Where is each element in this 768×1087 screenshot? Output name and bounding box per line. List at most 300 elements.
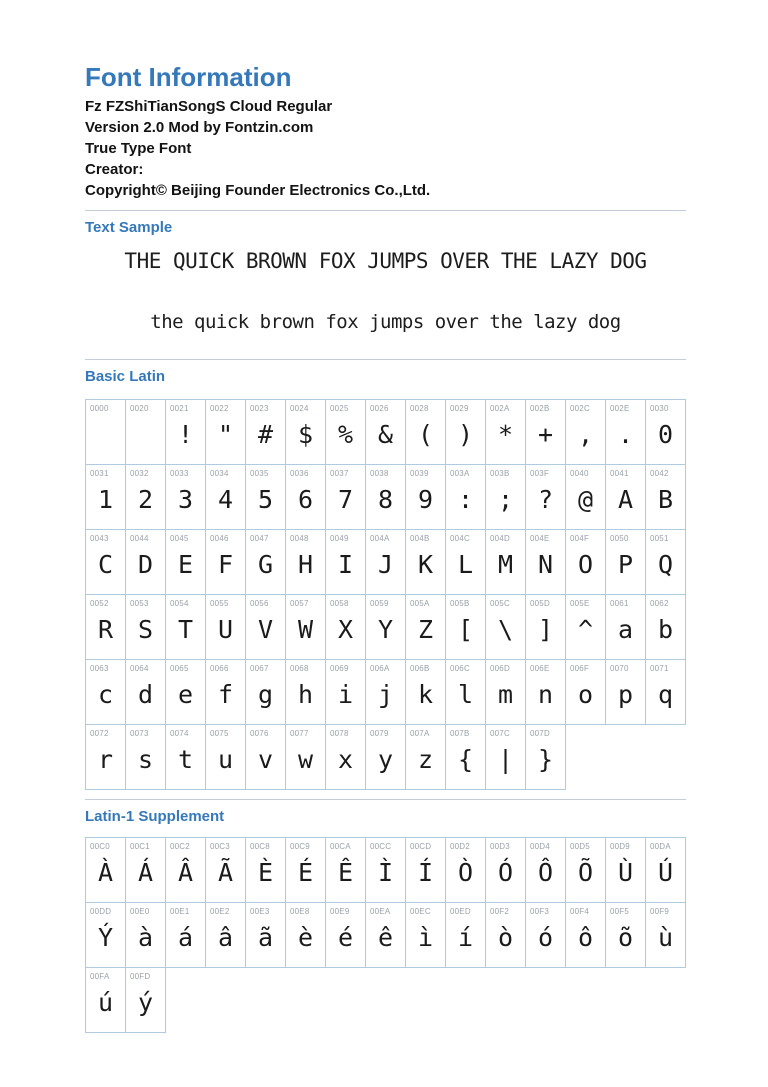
- glyph-cell: [285, 837, 326, 903]
- glyph: 3: [177, 485, 194, 514]
- glyph: Ý: [97, 923, 114, 952]
- codepoint-label: 00E8: [290, 907, 310, 916]
- codepoint-label: 00CA: [330, 842, 351, 851]
- codepoint-label: 0000: [90, 404, 109, 413]
- codepoint-label: 006F: [570, 664, 590, 673]
- glyph-cell: [205, 464, 246, 530]
- glyph: H: [297, 550, 314, 579]
- glyph: J: [377, 550, 394, 579]
- glyph: Z: [417, 615, 434, 644]
- codepoint-label: 0062: [650, 599, 669, 608]
- codepoint-label: 007B: [450, 729, 470, 738]
- codepoint-label: 002E: [610, 404, 630, 413]
- glyph-cell: [165, 724, 206, 790]
- codepoint-label: 003F: [530, 469, 550, 478]
- codepoint-label: 00E3: [250, 907, 270, 916]
- glyph-cell: [85, 837, 126, 903]
- codepoint-label: 00F5: [610, 907, 630, 916]
- glyph-cell: [125, 659, 166, 725]
- glyph: *: [497, 420, 514, 449]
- codepoint-label: 007A: [410, 729, 430, 738]
- codepoint-label: 00F9: [650, 907, 670, 916]
- glyph: A: [617, 485, 634, 514]
- codepoint-label: 003A: [450, 469, 470, 478]
- codepoint-label: 0077: [290, 729, 309, 738]
- codepoint-label: 0030: [650, 404, 669, 413]
- codepoint-label: 0045: [170, 534, 189, 543]
- sample-text-uppercase: THE QUICK BROWN FOX JUMPS OVER THE LAZY DOG: [124, 249, 647, 273]
- glyph-cell: [165, 464, 206, 530]
- codepoint-label: 00E2: [210, 907, 230, 916]
- codepoint-label: 00FD: [130, 972, 151, 981]
- glyph-cell: [405, 399, 446, 465]
- glyph-cell: [525, 399, 566, 465]
- glyph: %: [337, 420, 354, 449]
- glyph: @: [577, 485, 594, 514]
- glyph-cell: [605, 594, 646, 660]
- codepoint-label: 0051: [650, 534, 669, 543]
- glyph: P: [617, 550, 634, 579]
- glyph-cell: [645, 529, 686, 595]
- glyph-cell: [405, 902, 446, 968]
- text-sample-heading: Text Sample: [85, 219, 173, 236]
- glyph: Ò: [457, 858, 474, 887]
- glyph: È: [257, 858, 274, 887]
- glyph-cell: [605, 902, 646, 968]
- glyph: s: [137, 745, 154, 774]
- glyph-cell: [325, 399, 366, 465]
- codepoint-label: 007C: [490, 729, 510, 738]
- codepoint-label: 00C3: [210, 842, 230, 851]
- glyph-cell: [485, 464, 526, 530]
- glyph-cell: [245, 464, 286, 530]
- glyph-cell: [165, 529, 206, 595]
- glyph-cell: [445, 724, 486, 790]
- sample-text-lowercase: the quick brown fox jumps over the lazy dog: [150, 311, 621, 333]
- glyph-cell: [445, 902, 486, 968]
- codepoint-label: 004B: [410, 534, 430, 543]
- glyph: h: [297, 680, 314, 709]
- glyph-cell: [245, 724, 286, 790]
- glyph-cell: [405, 529, 446, 595]
- codepoint-label: 00DA: [650, 842, 671, 851]
- glyph: }: [537, 745, 554, 774]
- codepoint-label: 00C1: [130, 842, 150, 851]
- glyph-cell: [525, 902, 566, 968]
- glyph-cell: [205, 902, 246, 968]
- glyph: k: [417, 680, 434, 709]
- glyph: á: [177, 923, 194, 952]
- glyph-cell: [85, 967, 126, 1033]
- codepoint-label: 005B: [450, 599, 470, 608]
- codepoint-label: 00D5: [570, 842, 590, 851]
- glyph-cell: [645, 399, 686, 465]
- glyph-cell: [445, 659, 486, 725]
- codepoint-label: 0026: [370, 404, 389, 413]
- glyph-cell: [485, 724, 526, 790]
- codepoint-label: 00D4: [530, 842, 550, 851]
- glyph: w: [297, 745, 314, 774]
- glyph-cell: [85, 724, 126, 790]
- codepoint-label: 004E: [530, 534, 550, 543]
- glyph: é: [337, 923, 354, 952]
- glyph: Ù: [617, 858, 634, 887]
- glyph: Ê: [337, 858, 354, 887]
- glyph: X: [337, 615, 354, 644]
- codepoint-label: 00D3: [490, 842, 510, 851]
- glyph: Õ: [577, 858, 594, 887]
- glyph-cell: [565, 594, 606, 660]
- glyph-cell: [285, 464, 326, 530]
- codepoint-label: 00E1: [170, 907, 190, 916]
- glyph-cell: [165, 399, 206, 465]
- glyph-cell: [205, 529, 246, 595]
- glyph: (: [417, 420, 434, 449]
- glyph-cell: [365, 902, 406, 968]
- glyph-cell: [365, 529, 406, 595]
- glyph-cell: [245, 399, 286, 465]
- glyph-cell: [605, 837, 646, 903]
- glyph: i: [337, 680, 354, 709]
- glyph-cell: [565, 529, 606, 595]
- glyph-cell: [365, 837, 406, 903]
- glyph-cell: [245, 529, 286, 595]
- codepoint-label: 0029: [450, 404, 469, 413]
- glyph-cell: [365, 724, 406, 790]
- glyph: b: [657, 615, 674, 644]
- glyph: S: [137, 615, 154, 644]
- glyph-cell: [85, 594, 126, 660]
- glyph: ê: [377, 923, 394, 952]
- codepoint-label: 0059: [370, 599, 389, 608]
- glyph-cell: [85, 399, 126, 465]
- glyph-cell: [405, 837, 446, 903]
- glyph-cell: [485, 837, 526, 903]
- glyph-row: [85, 659, 686, 725]
- glyph: f: [217, 680, 234, 709]
- glyph: T: [177, 615, 194, 644]
- codepoint-label: 0020: [130, 404, 149, 413]
- glyph: N: [537, 550, 554, 579]
- glyph-cell: [645, 659, 686, 725]
- glyph: j: [377, 680, 394, 709]
- codepoint-label: 002C: [570, 404, 590, 413]
- glyph: ù: [657, 923, 674, 952]
- codepoint-label: 0068: [290, 664, 309, 673]
- glyph-cell: [645, 464, 686, 530]
- codepoint-label: 0058: [330, 599, 349, 608]
- glyph: \: [497, 615, 514, 644]
- codepoint-label: 00D2: [450, 842, 470, 851]
- glyph: p: [617, 680, 634, 709]
- glyph-cell: [445, 594, 486, 660]
- glyph: :: [457, 485, 474, 514]
- codepoint-label: 003B: [490, 469, 510, 478]
- codepoint-label: 0070: [610, 664, 629, 673]
- glyph: 4: [217, 485, 234, 514]
- glyph: v: [257, 745, 274, 774]
- codepoint-label: 00F3: [530, 907, 550, 916]
- codepoint-label: 0066: [210, 664, 229, 673]
- glyph: ,: [577, 420, 594, 449]
- codepoint-label: 0076: [250, 729, 269, 738]
- glyph: Y: [377, 615, 394, 644]
- glyph-cell: [285, 399, 326, 465]
- glyph-cell: [285, 594, 326, 660]
- glyph: z: [417, 745, 434, 774]
- glyph-cell: [125, 837, 166, 903]
- page-title: Font Information: [85, 62, 292, 92]
- codepoint-label: 007D: [530, 729, 550, 738]
- glyph: I: [337, 550, 354, 579]
- glyph: g: [257, 680, 274, 709]
- glyph: ": [217, 420, 234, 449]
- codepoint-label: 0035: [250, 469, 269, 478]
- codepoint-label: 005E: [570, 599, 590, 608]
- codepoint-label: 0034: [210, 469, 229, 478]
- latin1-supplement-grid: [85, 837, 686, 1033]
- codepoint-label: 004C: [450, 534, 470, 543]
- codepoint-label: 006A: [370, 664, 390, 673]
- glyph-cell: [645, 594, 686, 660]
- glyph-cell: [365, 659, 406, 725]
- glyph: $: [297, 420, 314, 449]
- codepoint-label: 0041: [610, 469, 629, 478]
- glyph-cell: [605, 529, 646, 595]
- glyph-cell: [645, 902, 686, 968]
- font-name: Fz FZShiTianSongS Cloud Regular: [85, 98, 333, 115]
- codepoint-label: 0036: [290, 469, 309, 478]
- codepoint-label: 00E0: [130, 907, 150, 916]
- section-divider: [85, 210, 686, 211]
- glyph-cell: [325, 529, 366, 595]
- glyph: â: [217, 923, 234, 952]
- glyph-cell: [125, 594, 166, 660]
- glyph-cell: [525, 529, 566, 595]
- codepoint-label: 00C9: [290, 842, 310, 851]
- glyph-cell: [445, 837, 486, 903]
- section-divider: [85, 799, 686, 800]
- glyph-cell: [605, 464, 646, 530]
- glyph-cell: [605, 399, 646, 465]
- codepoint-label: 005A: [410, 599, 430, 608]
- codepoint-label: 0033: [170, 469, 189, 478]
- glyph: U: [217, 615, 234, 644]
- glyph-cell: [205, 724, 246, 790]
- glyph-cell: [485, 659, 526, 725]
- codepoint-label: 00F2: [490, 907, 510, 916]
- codepoint-label: 0044: [130, 534, 149, 543]
- glyph: 9: [417, 485, 434, 514]
- glyph-row: [85, 464, 686, 530]
- glyph-cell: [125, 464, 166, 530]
- glyph: u: [217, 745, 234, 774]
- glyph: R: [97, 615, 114, 644]
- glyph-cell: [125, 399, 166, 465]
- codepoint-label: 004F: [570, 534, 590, 543]
- glyph: 1: [97, 485, 114, 514]
- codepoint-label: 0074: [170, 729, 189, 738]
- codepoint-label: 006E: [530, 664, 550, 673]
- glyph: Ô: [537, 858, 554, 887]
- codepoint-label: 0061: [610, 599, 629, 608]
- codepoint-label: 0063: [90, 664, 109, 673]
- codepoint-label: 0038: [370, 469, 389, 478]
- glyph: 7: [337, 485, 354, 514]
- glyph: [: [457, 615, 474, 644]
- glyph-cell: [565, 464, 606, 530]
- glyph-cell: [285, 724, 326, 790]
- codepoint-label: 00E9: [330, 907, 350, 916]
- basic-latin-heading: Basic Latin: [85, 368, 166, 385]
- glyph: a: [617, 615, 634, 644]
- glyph: !: [177, 420, 194, 449]
- codepoint-label: 0047: [250, 534, 269, 543]
- glyph: à: [137, 923, 154, 952]
- glyph: Í: [417, 858, 434, 887]
- glyph-cell: [85, 659, 126, 725]
- glyph-cell: [325, 902, 366, 968]
- codepoint-label: 00C8: [250, 842, 270, 851]
- codepoint-label: 0032: [130, 469, 149, 478]
- codepoint-label: 0055: [210, 599, 229, 608]
- glyph: À: [97, 858, 114, 887]
- basic-latin-grid: [85, 399, 686, 790]
- glyph: #: [257, 420, 274, 449]
- glyph: E: [177, 550, 194, 579]
- glyph-cell: [325, 837, 366, 903]
- font-type: True Type Font: [85, 140, 192, 157]
- glyph: ó: [537, 923, 554, 952]
- glyph-cell: [165, 837, 206, 903]
- codepoint-label: 0024: [290, 404, 309, 413]
- glyph: c: [97, 680, 114, 709]
- codepoint-label: 0031: [90, 469, 109, 478]
- glyph-cell: [125, 967, 166, 1033]
- codepoint-label: 00CC: [370, 842, 392, 851]
- codepoint-label: 00C0: [90, 842, 110, 851]
- glyph: V: [257, 615, 274, 644]
- codepoint-label: 00D9: [610, 842, 630, 851]
- glyph-cell: [205, 399, 246, 465]
- codepoint-label: 0052: [90, 599, 109, 608]
- glyph-cell: [325, 659, 366, 725]
- glyph-row: [85, 594, 686, 660]
- glyph: ã: [257, 923, 274, 952]
- glyph-cell: [365, 464, 406, 530]
- glyph-cell: [565, 837, 606, 903]
- glyph-cell: [405, 594, 446, 660]
- codepoint-label: 0078: [330, 729, 349, 738]
- glyph: É: [297, 858, 314, 887]
- glyph-cell: [245, 902, 286, 968]
- glyph-cell: [525, 659, 566, 725]
- glyph: r: [97, 745, 114, 774]
- codepoint-label: 0039: [410, 469, 429, 478]
- glyph: ): [457, 420, 474, 449]
- glyph: K: [417, 550, 434, 579]
- glyph-cell: [445, 464, 486, 530]
- glyph-cell: [165, 594, 206, 660]
- glyph: õ: [617, 923, 634, 952]
- codepoint-label: 0040: [570, 469, 589, 478]
- glyph: ì: [417, 923, 434, 952]
- codepoint-label: 00FA: [90, 972, 110, 981]
- glyph: W: [297, 615, 314, 644]
- codepoint-label: 0021: [170, 404, 189, 413]
- codepoint-label: 0071: [650, 664, 669, 673]
- glyph: Ú: [657, 858, 674, 887]
- font-copyright: Copyright© Beijing Founder Electronics Co.,Ltd.: [85, 182, 431, 199]
- codepoint-label: 0043: [90, 534, 109, 543]
- glyph: Ã: [217, 858, 234, 887]
- glyph: M: [497, 550, 514, 579]
- glyph-cell: [485, 399, 526, 465]
- codepoint-label: 00DD: [90, 907, 112, 916]
- section-divider: [85, 359, 686, 360]
- codepoint-label: 0064: [130, 664, 149, 673]
- codepoint-label: 0057: [290, 599, 309, 608]
- glyph: Â: [177, 858, 194, 887]
- glyph-cell: [205, 594, 246, 660]
- glyph-cell: [525, 464, 566, 530]
- glyph-cell: [325, 464, 366, 530]
- glyph-cell: [445, 529, 486, 595]
- codepoint-label: 00ED: [450, 907, 471, 916]
- glyph-row: [85, 724, 686, 790]
- glyph: Q: [657, 550, 674, 579]
- glyph: m: [497, 680, 514, 709]
- codepoint-label: 0065: [170, 664, 189, 673]
- glyph-cell: [85, 529, 126, 595]
- glyph-cell: [365, 399, 406, 465]
- codepoint-label: 0079: [370, 729, 389, 738]
- glyph: t: [177, 745, 194, 774]
- glyph: Á: [137, 858, 154, 887]
- glyph: C: [97, 550, 114, 579]
- glyph: Ó: [497, 858, 514, 887]
- glyph-cell: [325, 724, 366, 790]
- codepoint-label: 00EA: [370, 907, 391, 916]
- glyph-cell: [605, 659, 646, 725]
- codepoint-label: 0050: [610, 534, 629, 543]
- codepoint-label: 00CD: [410, 842, 432, 851]
- codepoint-label: 0069: [330, 664, 349, 673]
- codepoint-label: 002B: [530, 404, 550, 413]
- glyph: x: [337, 745, 354, 774]
- glyph: í: [457, 923, 474, 952]
- codepoint-label: 00F4: [570, 907, 590, 916]
- codepoint-label: 0046: [210, 534, 229, 543]
- glyph: {: [457, 745, 474, 774]
- glyph-row: [85, 902, 686, 968]
- glyph-row: [85, 967, 686, 1033]
- glyph: .: [617, 420, 634, 449]
- glyph: ]: [537, 615, 554, 644]
- glyph-cell: [445, 399, 486, 465]
- glyph-cell: [525, 837, 566, 903]
- glyph-cell: [85, 902, 126, 968]
- glyph-cell: [405, 464, 446, 530]
- glyph-cell: [525, 594, 566, 660]
- codepoint-label: 004D: [490, 534, 510, 543]
- glyph: B: [657, 485, 674, 514]
- font-creator: Creator:: [85, 161, 144, 178]
- codepoint-label: 0054: [170, 599, 189, 608]
- font-meta-block: [85, 96, 686, 201]
- glyph-cell: [205, 837, 246, 903]
- glyph: ý: [137, 988, 154, 1017]
